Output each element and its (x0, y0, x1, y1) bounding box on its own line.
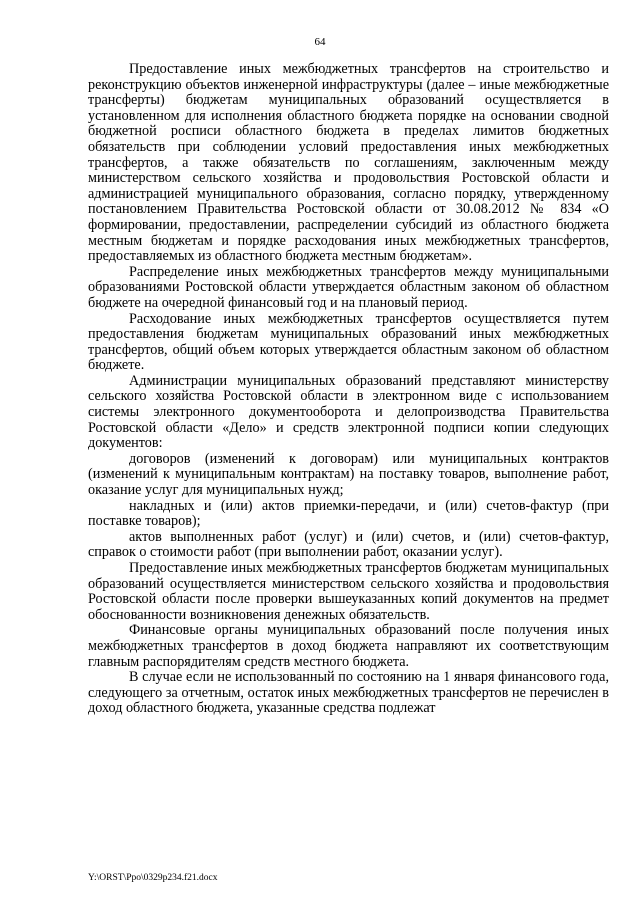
paragraph: Предоставление иных межбюджетных трансфертов бюджетам муниципальных образований осуществляется министерством сельского хозяйства и продовольствия Ростовской области после проверки вышеуказанных копий документов на предмет обоснованности возникновения денежных обязательств. (88, 560, 609, 623)
paragraph: Распределение иных межбюджетных трансфертов между муниципальными образованиями Ростовской области утверждается областным законом об областном бюджете на очередной финансовый год и на плановый период. (88, 263, 609, 311)
paragraph: договоров (изменений к договорам) или муниципальных контрактов (изменений к муниципальным контрактам) на поставку товаров, выполнение работ, оказание услуг для муниципальных нужд; (88, 450, 609, 499)
paragraph: накладных и (или) актов приемки-передачи, и (или) счетов-фактур (при поставке товаров); (88, 497, 609, 530)
paragraph: Финансовые органы муниципальных образований после получения иных межбюджетных трансфертов в доход бюджета направляют их соответствующим главным распорядителям средств местного бюджета. (88, 622, 609, 670)
paragraph: В случае если не использованный по состоянию на 1 января финансового года, следующего за отчетным, остаток иных межбюджетных трансфертов не перечислен в доход областного бюджета, указанные средства подлежат (88, 669, 609, 717)
page-number: 64 (314, 36, 326, 48)
document-body (88, 62, 609, 717)
paragraph: Предоставление иных межбюджетных трансфертов на строительство и реконструкцию объектов инженерной инфраструктуры (далее – иные межбюджетные трансферты) бюджетам муниципальных образований осуществляется в установленном для исполнения областного бюджета порядке на основании сводной бюджетной росписи областного бюджета в пределах лимитов бюджетных обязательств при соблюдении условий предоставления иных межбюджетных трансфертов, а также обязательств по соглашениям, заключенным между министерством сельского хозяйства и продовольствия Ростовской области и администрацией муниципального образования, согласно порядку, утвержденному постановлением Правительства Ростовской области от 30.08.2012 № 834 «О формировании, предоставлении, распределении субсидий из областного бюджета местным бюджетам и порядке расходования иных межбюджетных трансфертов, предоставляемых из областного бюджета местным бюджетам». (88, 61, 609, 265)
file-path-footer: Y:\ORST\Ppo\0329p234.f21.docx (88, 873, 218, 883)
paragraph: Расходование иных межбюджетных трансфертов осуществляется путем предоставления бюджетам муниципальных образований иных межбюджетных трансфертов, общий объем которых утверждается областным законом об областном бюджете. (88, 310, 609, 374)
paragraph: актов выполненных работ (услуг) и (или) счетов, и (или) счетов-фактур, справок о стоимости работ (при выполнении работ, оказании услуг). (88, 528, 609, 561)
paragraph: Администрации муниципальных образований представляют министерству сельского хозяйства Ростовской области в электронном виде с использованием системы электронного документооборота и делопроизводства Правительства Ростовской области «Дело» и средств электронной подписи копии следующих документов: (88, 372, 609, 452)
